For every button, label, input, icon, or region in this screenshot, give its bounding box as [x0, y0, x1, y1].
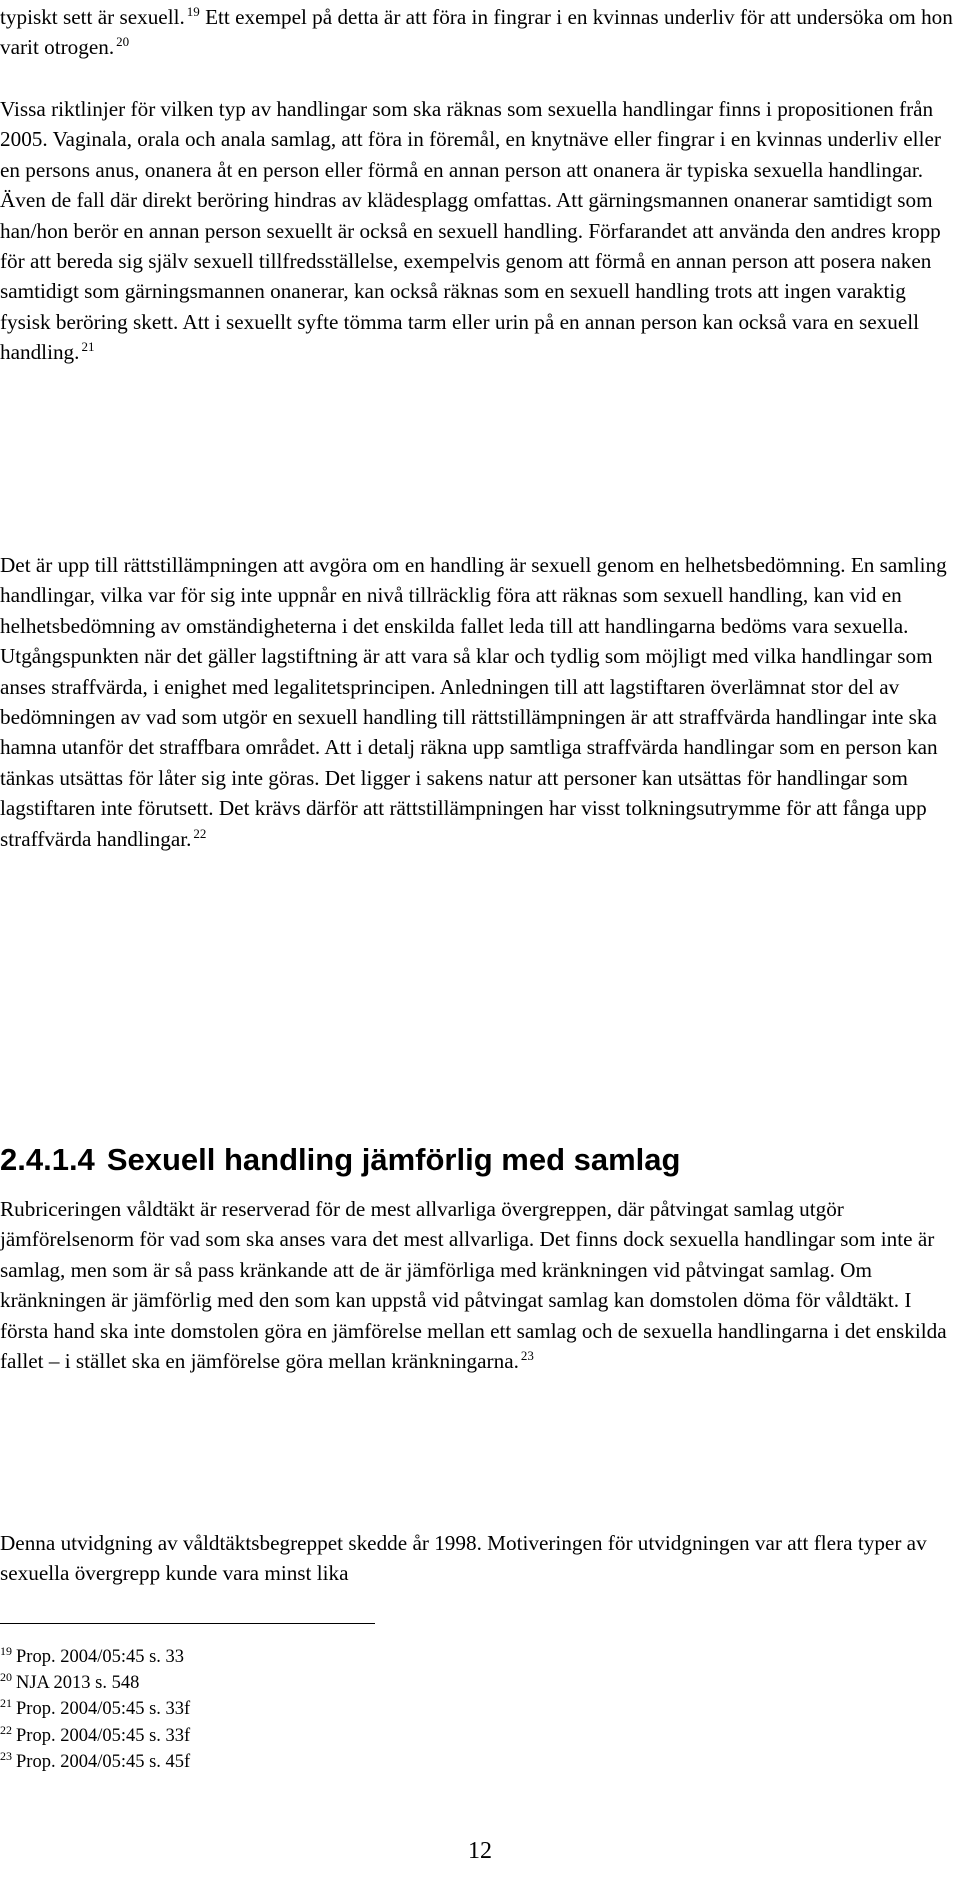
footnote-number: 20: [0, 1670, 12, 1685]
footnote-divider: [0, 1623, 375, 1624]
footnote-ref[interactable]: 19: [186, 4, 200, 19]
footnote-number: 22: [0, 1722, 12, 1737]
paragraph-text: typiskt sett är sexuell.: [0, 5, 185, 29]
page-number: 12: [468, 1838, 492, 1864]
footnote-ref[interactable]: 20: [116, 34, 130, 50]
footnote-ref[interactable]: 21: [81, 339, 95, 355]
footnote-number: 21: [0, 1696, 12, 1711]
section-number: 2.4.1.4: [0, 1142, 95, 1177]
footnote-item: [0, 1670, 190, 1696]
footnote-ref[interactable]: 22: [193, 825, 207, 841]
footnote-text: Prop. 2004/05:45 s. 33: [16, 1647, 185, 1667]
footnote-text: Prop. 2004/05:45 s. 33f: [16, 1699, 191, 1720]
paragraph-rubric: [0, 1194, 958, 1376]
footnote-ref[interactable]: 23: [520, 1348, 534, 1364]
paragraph-text: Det är upp till rättstillämpningen att avgöra om en handling är sexuell genom en helhetsbedömning. En samling handlingar, vilka var för sig inte uppnår en nivå tillräcklig föra att räknas som sexuell handling, kan vid en helhetsbedömning av omständigheterna i det enskilda fallet leda till att handlingarna bedöms vara sexuella. Utgångspunkten när det gäller lagstiftning är att vara så klar och tydlig som möjligt med vilka handlingar som anses straffvärda, i enighet med legalitetsprincipen. Anledningen till att lagstiftaren överlämnat stor del av bedömningen av vad som utgör en sexuell handling till rättstillämpningen är att straffvärda handlingar inte ska hamna utanför det straffbara området. Att i detalj räkna upp samtliga straffvärda handlingar som en person kan tänkas utsättas för låter sig inte göras. Det ligger i sakens natur att personer kan utsättas för handlingar som lagstiftaren inte förutsett. Det krävs därför att rättstillämpningen har visst tolkningsutrymme för att fånga upp straffvärda handlingar.: [0, 553, 947, 851]
footnote-text: Prop. 2004/05:45 s. 33f: [16, 1725, 191, 1746]
paragraph-assessment: [0, 550, 958, 854]
sentence: Även de fall där direkt beröring hindras av klädesplagg omfattas.: [0, 188, 552, 213]
footnote-list: [0, 1644, 190, 1775]
paragraph-text: Rubriceringen våldtäkt är reserverad för de mest allvarliga övergreppen, där påtvingat samlag utgör jämförelsenorm för vad som ska anses vara det mest allvarliga. Det finns dock sexuella handlingar som inte är samlag, men som är så pass kränkande att de är jämförliga med kränkningen vid påtvingat samlag. Om kränkningen är jämförlig med den som kan uppstå vid påtvingat samlag kan domstolen döma för våldtäkt. I första hand ska inte domstolen göra en jämförelse mellan ett samlag och de sexuella handlingarna i det enskilda fallet – i stället ska en jämförelse göra mellan kränkningarna.: [0, 1197, 947, 1374]
footnote-item: [0, 1723, 190, 1749]
section-title: Sexuell handling jämförlig med samlag: [106, 1142, 681, 1177]
footnote-item: [0, 1696, 190, 1722]
footnote-number: 19: [0, 1644, 12, 1658]
section-heading: [0, 1140, 680, 1180]
footnote-item: [0, 1749, 190, 1775]
footnote-text: NJA 2013 s. 548: [16, 1673, 140, 1694]
paragraph-intro: [0, 2, 958, 63]
paragraph-guidelines: [0, 94, 958, 368]
footnote-item: [0, 1644, 190, 1670]
sentence: Att i sexuellt syfte tömma tarm eller urin på en annan person kan också vara en sexuell handling.: [0, 309, 920, 365]
footnote-text: Prop. 2004/05:45 s. 45f: [16, 1751, 191, 1772]
paragraph-text: Denna utvidgning av våldtäktsbegreppet skedde år 1998. Motiveringen för utvidgningen var att flera typer av sexuella övergrepp kunde vara minst lika: [0, 1531, 927, 1586]
paragraph-text: Ett exempel på detta är att föra in fingrar i en kvinnas underliv för att undersöka om hon varit otrogen.: [0, 5, 953, 60]
paragraph-expansion: [0, 1528, 958, 1589]
sentence: Att gärningsmannen onanerar samtidigt som han/hon berör en annan person sexuellt är också en sexuell handling.: [0, 188, 933, 243]
sentence: Vissa riktlinjer för vilken typ av handlingar som ska räknas som sexuella handlingar finns i propositionen från 2005.: [0, 97, 934, 152]
footnote-number: 23: [0, 1748, 12, 1763]
sentence: Vaginala, orala och anala samlag, att föra in föremål, en knytnäve eller fingrar i en kvinnas underliv eller en persons anus, onanera åt en person eller förmå en annan person att onanera är typiska sexuella handlingar.: [0, 127, 941, 182]
sentence: Förfarandet att använda den andres kropp för att bereda sig själv sexuell tillfredsställelse, exempelvis genom att förmå en annan person att posera naken samtidigt som gärningsmannen onanerar, kan också räknas som en sexuell handling trots att ingen varaktig fysisk beröring skett.: [0, 218, 941, 334]
